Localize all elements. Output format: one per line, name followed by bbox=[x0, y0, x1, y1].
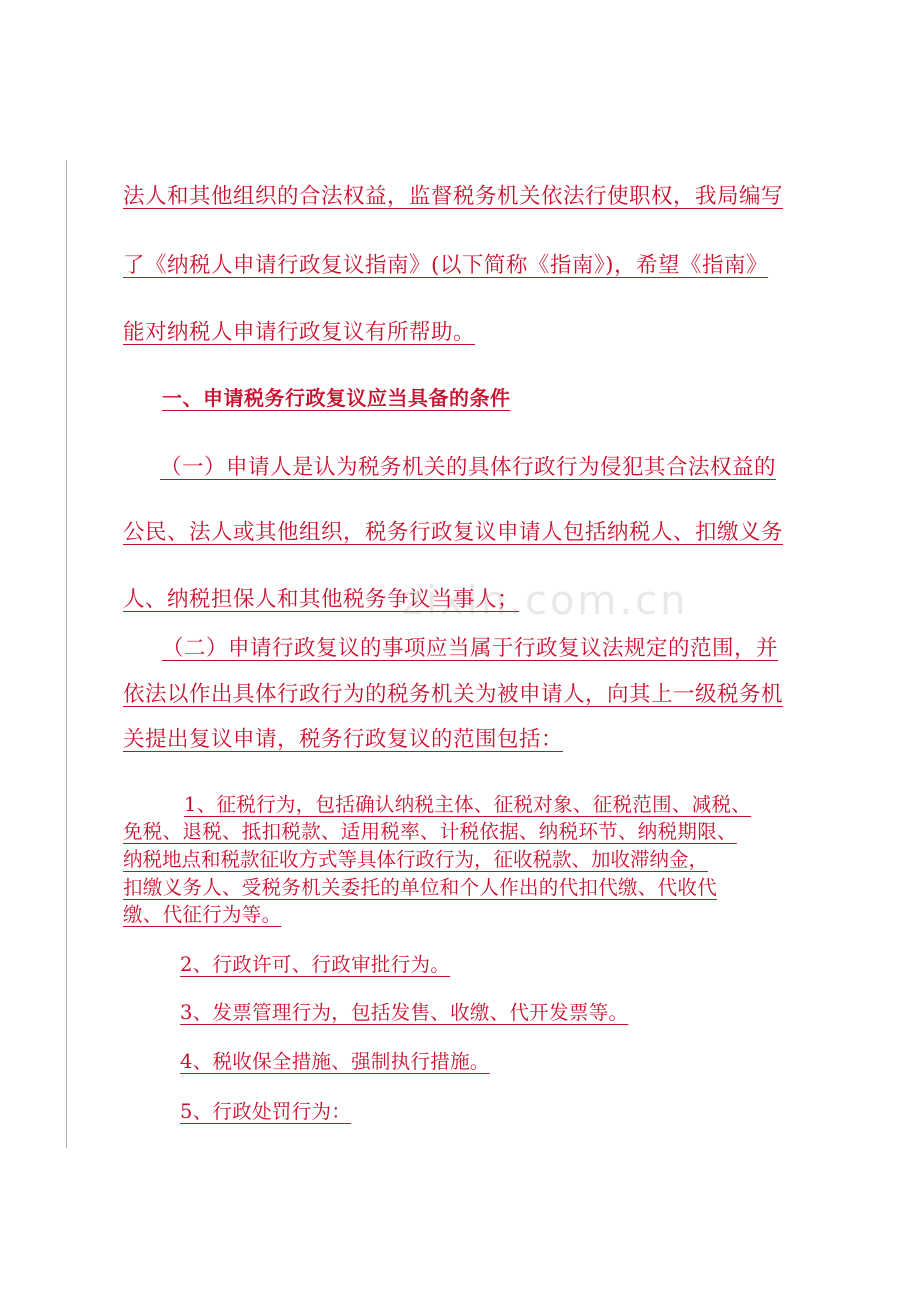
list-item-line: 4、税收保全措施、强制执行措施。 bbox=[180, 1050, 490, 1073]
section-heading: 一、申请税务行政复议应当具备的条件 bbox=[162, 386, 511, 410]
paragraph-line: 依法以作出具体行政行为的税务机关为被申请人，向其上一级税务机 bbox=[123, 682, 784, 707]
list-item-line: 缴、代征行为等。 bbox=[123, 903, 282, 926]
list-item-line: 免税、退税、抵扣税款、适用税率、计税依据、纳税环节、纳税期限、 bbox=[123, 820, 737, 843]
paragraph-line: （一）申请人是认为税务机关的具体行政行为侵犯其合法权益的 bbox=[160, 455, 777, 480]
paragraph-line: 能对纳税人申请行政复议有所帮助。 bbox=[123, 320, 476, 345]
list-item-line: 纳税地点和税款征收方式等具体行政行为，征收税款、加收滞纳金， bbox=[123, 848, 709, 871]
paragraph-line: 人、纳税担保人和其他税务争议当事人； bbox=[123, 587, 520, 612]
list-item-line: 2、行政许可、行政审批行为。 bbox=[180, 953, 451, 976]
list-item-line: 1、征税行为，包括确认纳税主体、征税对象、征税范围、减税、 bbox=[184, 793, 752, 816]
paragraph-line: 法人和其他组织的合法权益，监督税务机关依法行使职权，我局编写 bbox=[123, 184, 784, 209]
paragraph-line: 公民、法人或其他组织，税务行政复议申请人包括纳税人、扣缴义务 bbox=[123, 520, 784, 545]
watermark: zixin.com.cn bbox=[402, 578, 689, 624]
list-item-line: 3、发票管理行为，包括发售、收缴、代开发票等。 bbox=[180, 1001, 629, 1024]
paragraph-line: （二）申请行政复议的事项应当属于行政复议法规定的范围，并 bbox=[162, 636, 779, 661]
paragraph-line: 关提出复议申请，税务行政复议的范围包括： bbox=[123, 727, 564, 752]
margin-rule bbox=[66, 160, 67, 1148]
list-item-line: 扣缴义务人、受税务机关委托的单位和个人作出的代扣代缴、代收代 bbox=[123, 876, 718, 899]
paragraph-line: 了《纳税人申请行政复议指南》(以下简称《指南》)，希望《指南》 bbox=[123, 253, 769, 278]
list-item-line: 5、行政处罚行为： bbox=[180, 1100, 352, 1123]
